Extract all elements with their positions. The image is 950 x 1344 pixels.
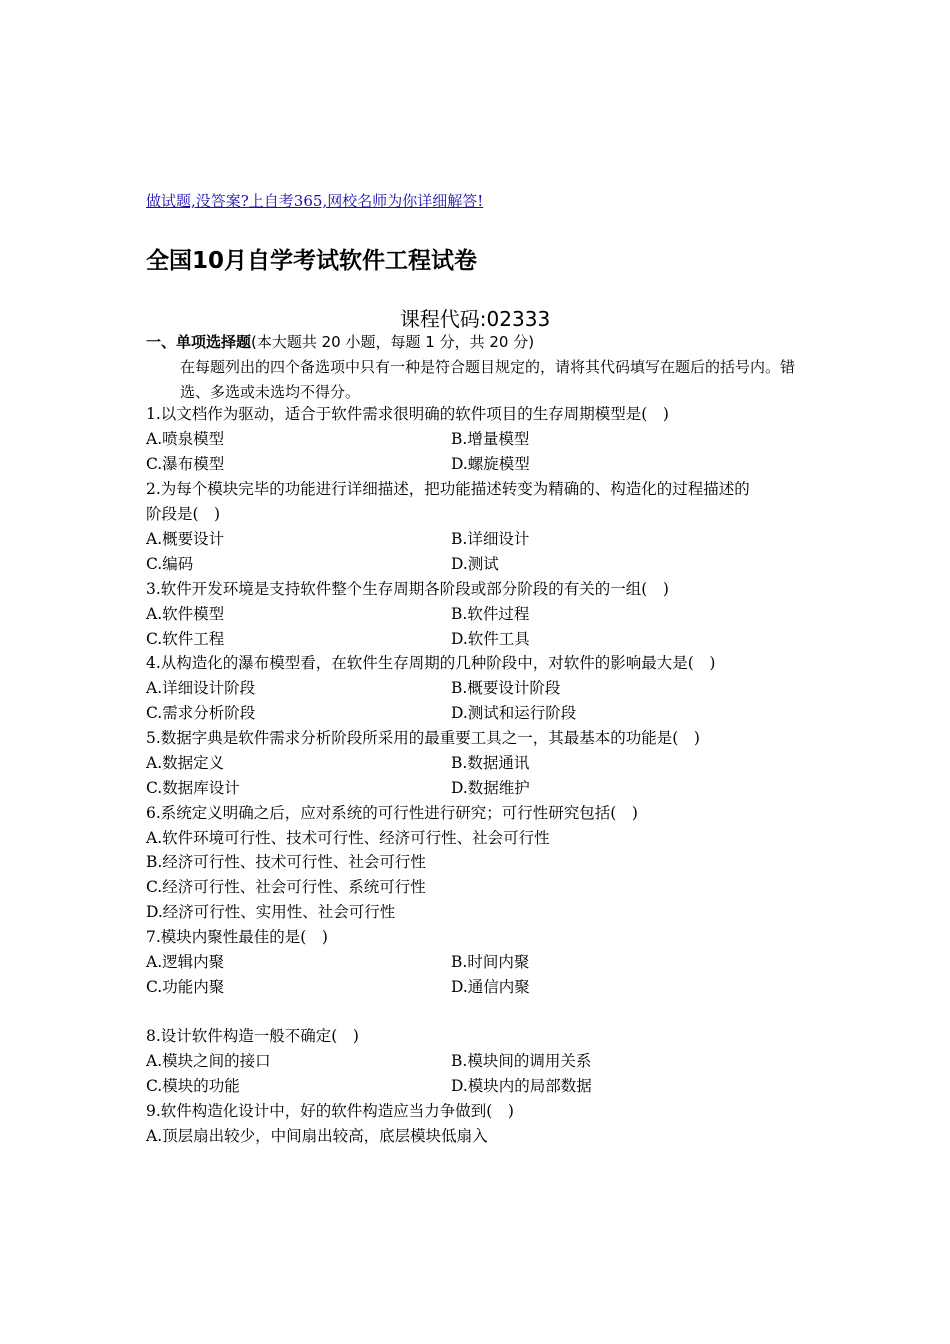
question-8-option-a: A.模块之间的接口 bbox=[146, 1052, 271, 1070]
exam-title: 全国10月自学考试软件工程试卷 bbox=[146, 248, 478, 274]
question-6-option-b: B.经济可行性、技术可行性、社会可行性 bbox=[146, 853, 426, 871]
question-2: 2.为每个模块完毕的功能进行详细描述，把功能描述转变为精确的、构造化的过程描述的 bbox=[146, 480, 750, 498]
question-6-option-d: D.经济可行性、实用性、社会可行性 bbox=[146, 903, 396, 921]
question-1-option-d: D.螺旋模型 bbox=[451, 455, 530, 473]
question-1-option-c: C.瀑布模型 bbox=[146, 455, 225, 473]
question-3-option-d: D.软件工具 bbox=[451, 630, 530, 648]
question-1-option-a: A.喷泉模型 bbox=[146, 430, 225, 448]
question-4-option-c: C.需求分析阶段 bbox=[146, 704, 256, 722]
question-5-option-b: B.数据通讯 bbox=[451, 754, 530, 772]
section-detail: (本大题共 20 小题，每题 1 分，共 20 分) bbox=[251, 333, 535, 351]
question-8-option-d: D.模块内的局部数据 bbox=[451, 1077, 592, 1095]
promo-link[interactable]: 做试题,没答案?上自考365,网校名师为你详细解答! bbox=[146, 192, 484, 210]
question-2-option-b: B.详细设计 bbox=[451, 530, 530, 548]
question-7-option-c: C.功能内聚 bbox=[146, 978, 225, 996]
question-8-option-b: B.模块间的调用关系 bbox=[451, 1052, 592, 1070]
question-4-option-a: A.详细设计阶段 bbox=[146, 679, 256, 697]
section-name: 一、单项选择题 bbox=[146, 333, 252, 351]
question-5-option-a: A.数据定义 bbox=[146, 754, 225, 772]
question-2-option-c: C.编码 bbox=[146, 555, 194, 573]
question-3-option-a: A.软件模型 bbox=[146, 605, 225, 623]
question-3: 3.软件开发环境是支持软件整个生存周期各阶段或部分阶段的有关的一组( ) bbox=[146, 580, 669, 598]
question-5-option-c: C.数据库设计 bbox=[146, 779, 240, 797]
question-9: 9.软件构造化设计中，好的软件构造应当力争做到( ) bbox=[146, 1102, 514, 1120]
question-4: 4.从构造化的瀑布模型看，在软件生存周期的几种阶段中，对软件的影响最大是( ) bbox=[146, 654, 716, 672]
question-2-option-a: A.概要设计 bbox=[146, 530, 225, 548]
question-7-option-a: A.逻辑内聚 bbox=[146, 953, 225, 971]
question-6: 6.系统定义明确之后，应对系统的可行性进行研究；可行性研究包括( ) bbox=[146, 804, 638, 822]
question-4-option-b: B.概要设计阶段 bbox=[451, 679, 561, 697]
question-3-option-b: B.软件过程 bbox=[451, 605, 530, 623]
question-7-option-d: D.通信内聚 bbox=[451, 978, 530, 996]
section-heading bbox=[146, 331, 534, 352]
course-code: 课程代码:02333 bbox=[399, 307, 551, 331]
question-7-option-b: B.时间内聚 bbox=[451, 953, 530, 971]
question-7: 7.模块内聚性最佳的是( ) bbox=[146, 928, 328, 946]
question-9-option-a: A.顶层扇出较少，中间扇出较高，底层模块低扇入 bbox=[146, 1127, 488, 1145]
question-5: 5.数据字典是软件需求分析阶段所采用的最重要工具之一，其最基本的功能是( ) bbox=[146, 729, 700, 747]
question-2-option-d: D.测试 bbox=[451, 555, 499, 573]
question-8: 8.设计软件构造一般不确定( ) bbox=[146, 1027, 359, 1045]
question-2-continued: 阶段是( ) bbox=[146, 505, 221, 523]
question-6-option-a: A.软件环境可行性、技术可行性、经济可行性、社会可行性 bbox=[146, 829, 550, 847]
question-8-option-c: C.模块的功能 bbox=[146, 1077, 240, 1095]
question-6-option-c: C.经济可行性、社会可行性、系统可行性 bbox=[146, 878, 426, 896]
section-instructions: 在每题列出的四个备选项中只有一种是符合题目规定的，请将其代码填写在题后的括号内。错选、多选或未选均不得分。 bbox=[180, 358, 796, 401]
question-1: 1.以文档作为驱动，适合于软件需求很明确的软件项目的生存周期模型是( ) bbox=[146, 405, 669, 423]
question-3-option-c: C.软件工程 bbox=[146, 630, 225, 648]
question-1-option-b: B.增量模型 bbox=[451, 430, 530, 448]
question-5-option-d: D.数据维护 bbox=[451, 779, 530, 797]
question-4-option-d: D.测试和运行阶段 bbox=[451, 704, 577, 722]
